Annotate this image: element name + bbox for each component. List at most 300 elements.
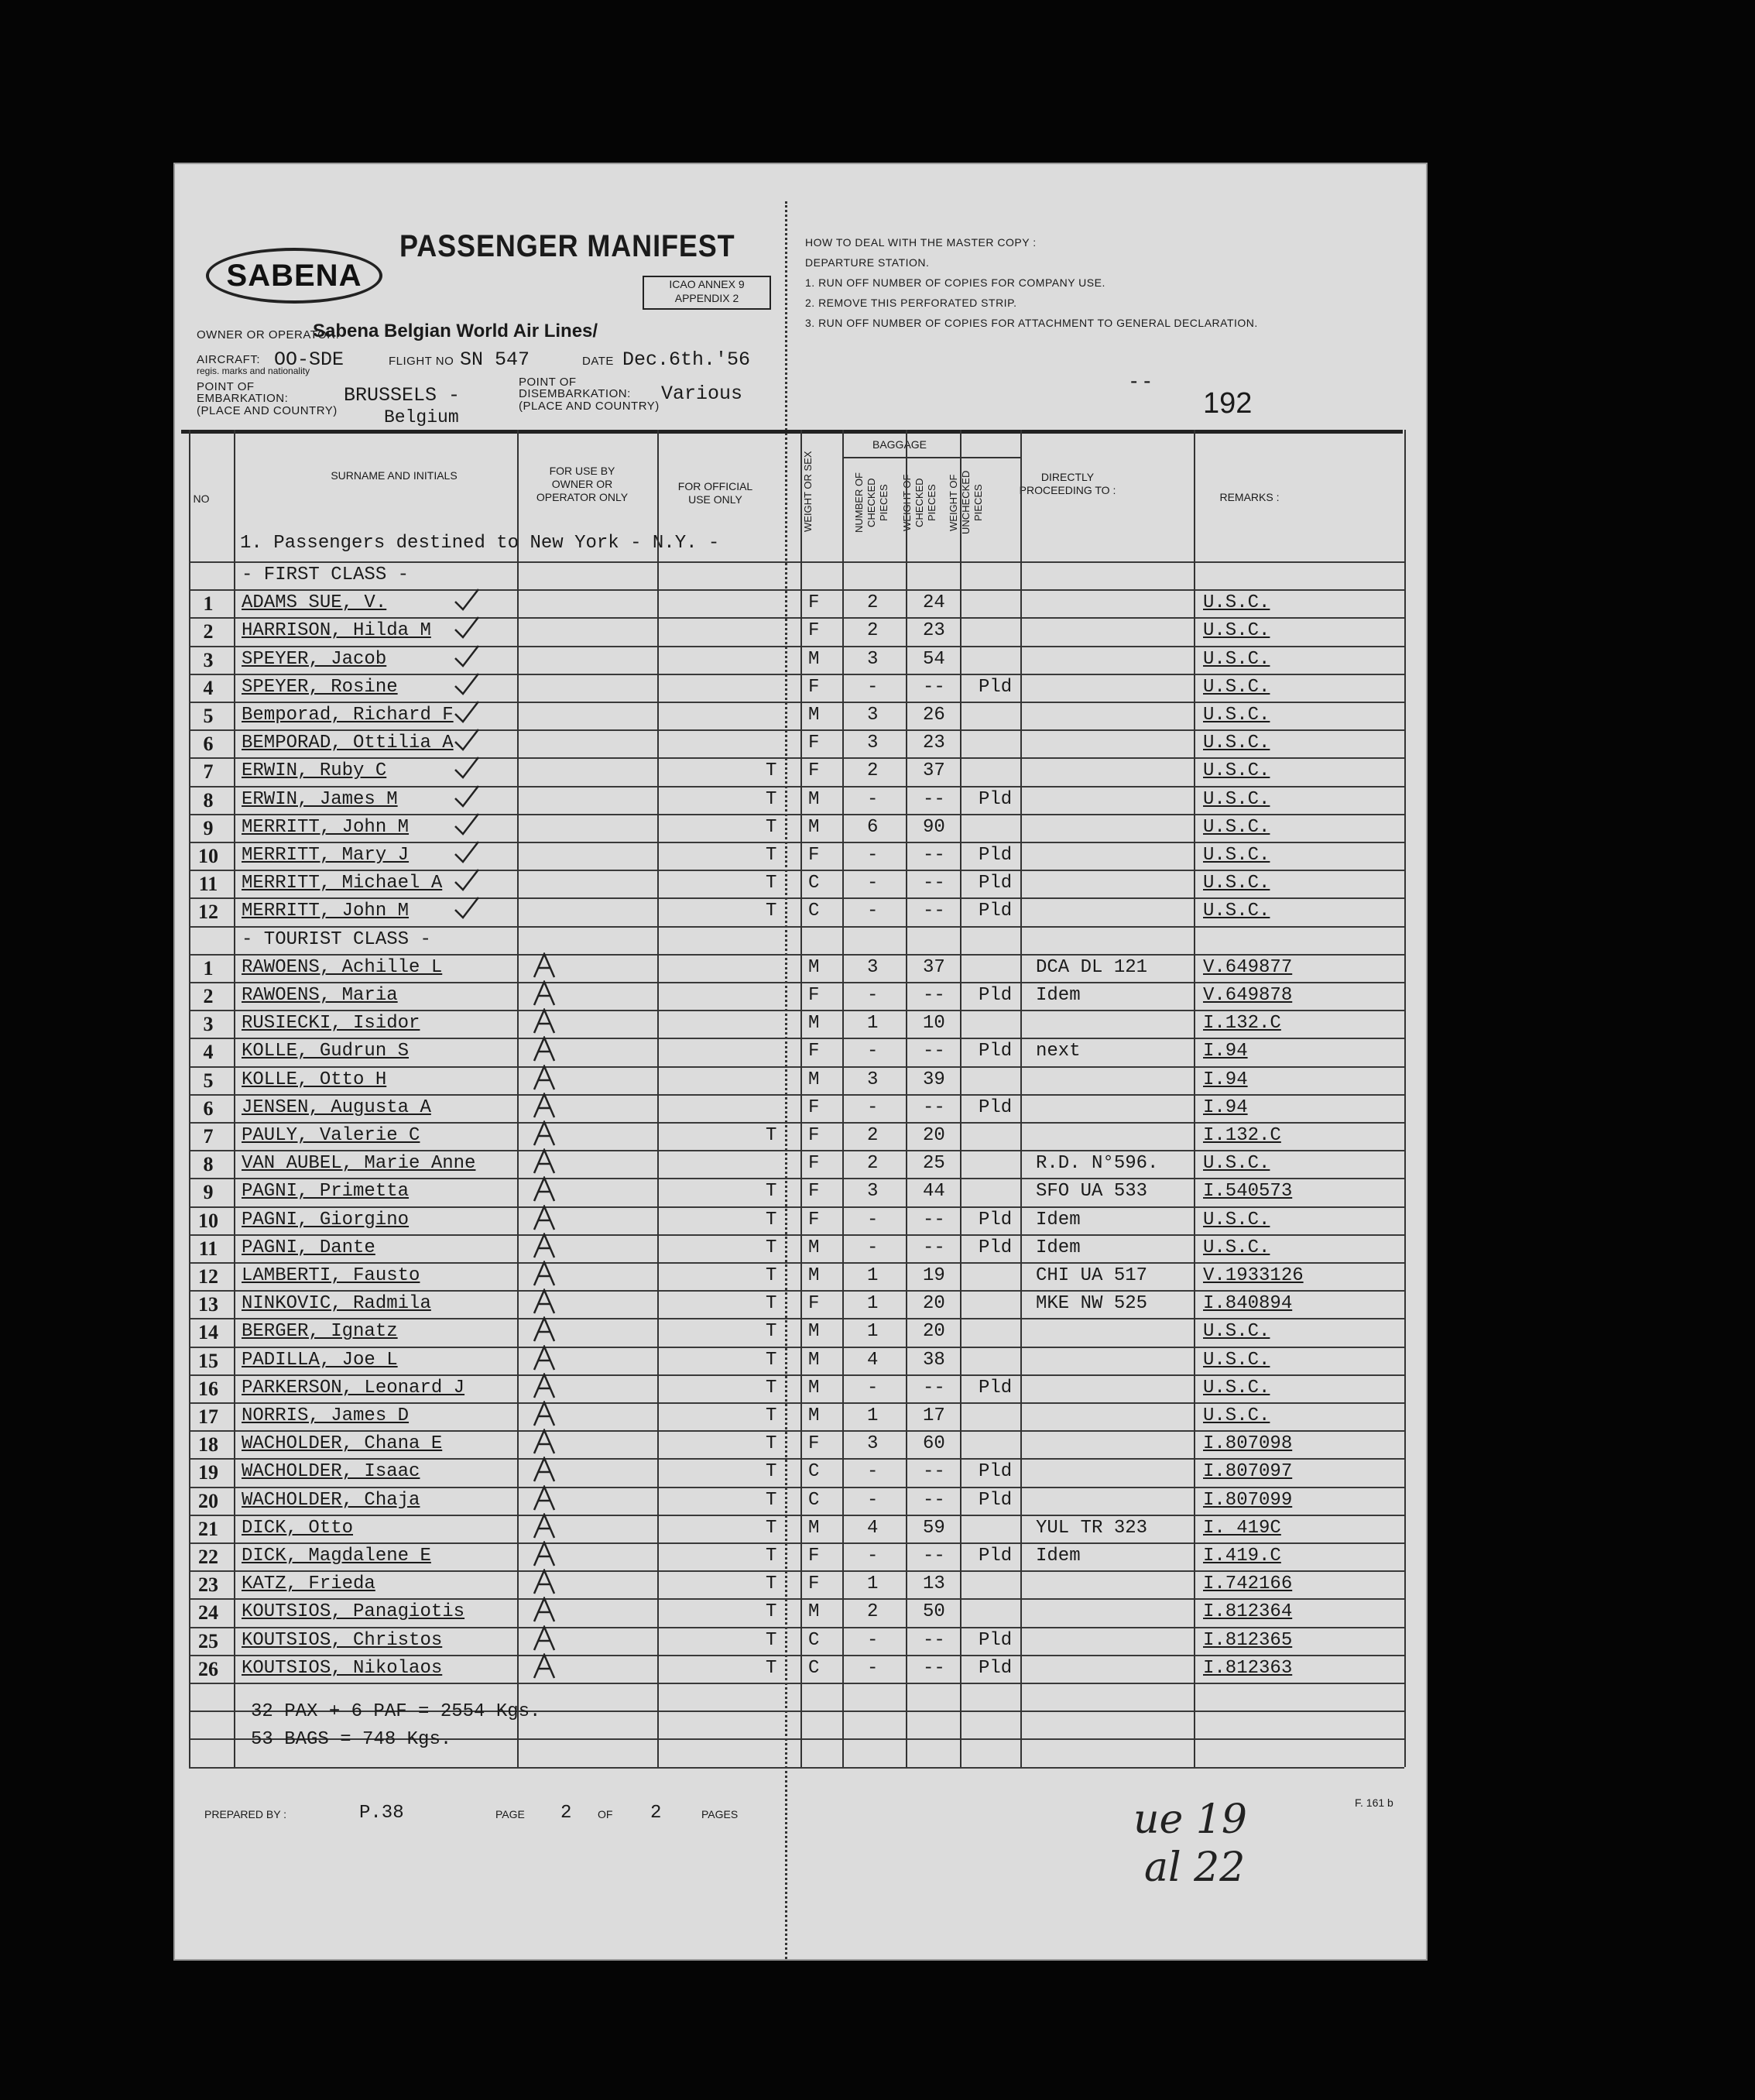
col-surname: SURNAME AND INITIALS [331, 469, 458, 482]
row-rule [189, 1347, 1404, 1348]
form-id: F. 161 b [1355, 1796, 1393, 1809]
master-copy-instructions: HOW TO DEAL WITH THE MASTER COPY : DEPARTURE STATION. 1. RUN OFF NUMBER OF COPIES FOR COMPANY USE. 2. REMOVE THIS PERFORATED STRIP. 3. RUN OFF NUMBER OF COPIES FOR ATTACHMENT TO GENERAL DECLARATION. [805, 236, 1258, 329]
row-number: 13 [198, 1293, 218, 1316]
handwritten-a-icon [531, 1148, 557, 1172]
column-rule [800, 430, 802, 1767]
col-weight-sex: WEIGHT OR SEX [802, 451, 814, 533]
official-mark: T [766, 1433, 777, 1455]
passenger-name: BEMPORAD, Ottilia A [242, 733, 454, 754]
checked-weight-value: 38 [923, 1349, 945, 1371]
official-mark: T [766, 1377, 777, 1398]
flight-label: FLIGHT NO [389, 355, 454, 368]
passenger-name: ERWIN, Ruby C [242, 760, 387, 782]
column-rule [1020, 430, 1022, 1767]
official-mark: T [766, 873, 777, 894]
class-heading: - TOURIST CLASS - [242, 928, 431, 950]
handwritten-a-icon [531, 1261, 557, 1284]
checked-weight-value: 59 [923, 1517, 945, 1539]
checked-pieces-value: - [867, 873, 879, 894]
checked-pieces-value: - [867, 1096, 879, 1118]
row-number: 22 [198, 1546, 218, 1568]
checked-pieces-value: - [867, 901, 879, 922]
remarks-value: U.S.C. [1203, 733, 1270, 754]
checked-pieces-value: 1 [867, 1265, 879, 1286]
row-rule [189, 1458, 1404, 1460]
passenger-name: MERRITT, John M [242, 816, 410, 838]
handwritten-a-icon [531, 1373, 557, 1396]
checked-pieces-value: 2 [867, 1601, 879, 1623]
handwritten-a-icon [531, 1036, 557, 1059]
handwritten-a-icon [531, 952, 557, 976]
checked-weight-value: -- [923, 1489, 945, 1511]
remarks-value: V.1933126 [1203, 1265, 1304, 1286]
sex-value: F [808, 1181, 820, 1203]
checked-weight-value: 13 [923, 1573, 945, 1595]
passenger-name: PADILLA, Joe L [242, 1349, 398, 1371]
class-heading: - FIRST CLASS - [242, 564, 410, 585]
handwritten-a-icon [531, 1457, 557, 1480]
checked-weight-value: -- [923, 1237, 945, 1258]
row-rule [189, 897, 1404, 899]
proceeding-value: Idem [1036, 1209, 1081, 1230]
unchecked-weight-value: Pld [979, 1629, 1013, 1651]
row-number: 4 [203, 1041, 214, 1064]
handwritten-a-icon [531, 980, 557, 1004]
checked-weight-value: 50 [923, 1601, 945, 1623]
sex-value: F [808, 760, 820, 782]
sex-value: F [808, 733, 820, 754]
row-rule [189, 1430, 1404, 1432]
row-number: 4 [203, 676, 214, 699]
official-mark: T [766, 845, 777, 866]
remarks-value: U.S.C. [1203, 845, 1270, 866]
sex-value: M [808, 788, 820, 810]
unchecked-weight-value: Pld [979, 1209, 1013, 1230]
checked-pieces-value: - [867, 676, 879, 698]
row-rule [189, 1262, 1404, 1264]
remarks-value: U.S.C. [1203, 1153, 1270, 1175]
row-number: 1 [203, 592, 214, 616]
owner-value: Sabena Belgian World Air Lines/ [313, 321, 598, 341]
sex-value: F [808, 676, 820, 698]
col-no: NO [193, 492, 210, 505]
sex-value: M [808, 1069, 820, 1090]
row-rule [189, 702, 1404, 703]
checkmark-icon [454, 868, 480, 891]
perforation-line [785, 201, 787, 1959]
col-remarks: REMARKS : [1219, 491, 1280, 503]
column-rule [842, 430, 844, 1767]
col-checked-weight: WEIGHT OF CHECKED PIECES [901, 474, 937, 531]
row-number: 20 [198, 1489, 218, 1512]
column-rule [960, 430, 961, 1767]
checked-pieces-value: 3 [867, 956, 879, 978]
checked-pieces-value: - [867, 1377, 879, 1398]
checked-pieces-value: - [867, 1209, 879, 1230]
prepared-label: PREPARED BY : [204, 1808, 287, 1820]
sex-value: M [808, 1601, 820, 1623]
handwritten-note-1: ue 19 [1133, 1796, 1247, 1843]
official-mark: T [766, 1181, 777, 1203]
row-number: 8 [203, 1153, 214, 1176]
handwritten-a-icon [531, 1093, 557, 1116]
sex-value: M [808, 705, 820, 726]
remarks-value: U.S.C. [1203, 676, 1270, 698]
sex-value: F [808, 592, 820, 614]
sex-value: C [808, 901, 820, 922]
checkmark-icon [454, 644, 480, 667]
row-rule [189, 1598, 1404, 1600]
handwritten-a-icon [531, 1345, 557, 1368]
row-rule [189, 1178, 1404, 1179]
unchecked-weight-value: Pld [979, 1237, 1013, 1258]
row-number: 25 [198, 1629, 218, 1652]
checked-pieces-value: 2 [867, 592, 879, 614]
row-rule [189, 1206, 1404, 1208]
official-mark: T [766, 1601, 777, 1623]
remarks-value: U.S.C. [1203, 1377, 1270, 1398]
sex-value: M [808, 1321, 820, 1343]
column-rule [1404, 430, 1406, 1767]
remarks-value: U.S.C. [1203, 901, 1270, 922]
sex-value: M [808, 1377, 820, 1398]
handwritten-a-icon [531, 1401, 557, 1424]
row-number: 8 [203, 788, 214, 812]
checked-pieces-value: 1 [867, 1321, 879, 1343]
row-rule [189, 561, 1404, 563]
passenger-name: RAWOENS, Maria [242, 985, 398, 1006]
remarks-value: V.649878 [1203, 985, 1293, 1006]
row-rule [189, 674, 1404, 675]
unchecked-weight-value: Pld [979, 1657, 1013, 1679]
row-rule [189, 1010, 1404, 1011]
icao-reference: ICAO ANNEX 9 APPENDIX 2 [643, 276, 771, 310]
remarks-value: I.840894 [1203, 1293, 1293, 1315]
handwritten-a-icon [531, 1233, 557, 1256]
row-rule [189, 1767, 1404, 1769]
remarks-value: U.S.C. [1203, 592, 1270, 614]
sex-value: M [808, 1265, 820, 1286]
unchecked-weight-value: Pld [979, 901, 1013, 922]
handwritten-a-icon [531, 1288, 557, 1312]
page-stamp-number: 192 [1203, 387, 1253, 420]
remarks-value: I.812365 [1203, 1629, 1293, 1651]
row-number: 7 [203, 760, 214, 784]
unchecked-weight-value: Pld [979, 1041, 1013, 1062]
official-mark: T [766, 1629, 777, 1651]
sex-value: M [808, 1013, 820, 1035]
row-number: 10 [198, 845, 218, 867]
handwritten-a-icon [531, 1597, 557, 1620]
checked-pieces-value: 2 [867, 1125, 879, 1146]
page-title: PASSENGER MANIFEST [399, 229, 735, 263]
checked-weight-value: 25 [923, 1153, 945, 1175]
row-rule [189, 1318, 1404, 1319]
sex-value: M [808, 1517, 820, 1539]
checked-weight-value: 19 [923, 1265, 945, 1286]
remarks-value: U.S.C. [1203, 620, 1270, 642]
remarks-value: I.132.C [1203, 1125, 1281, 1146]
row-rule [189, 1094, 1404, 1096]
sex-value: C [808, 1629, 820, 1651]
unchecked-weight-value: Pld [979, 676, 1013, 698]
disembark-label: POINT OF DISEMBARKATION: [519, 376, 631, 400]
passenger-name: MERRITT, John M [242, 901, 410, 922]
sex-value: C [808, 1657, 820, 1679]
row-rule [189, 1487, 1404, 1488]
row-number: 7 [203, 1125, 214, 1148]
passenger-name: MERRITT, Michael A [242, 873, 443, 894]
checked-pieces-value: 2 [867, 1153, 879, 1175]
checked-pieces-value: 2 [867, 620, 879, 642]
passenger-name: WACHOLDER, Chana E [242, 1433, 443, 1455]
of-value: 2 [650, 1803, 662, 1824]
passenger-name: ADAMS SUE, V. [242, 592, 387, 614]
passenger-name: KOUTSIOS, Nikolaos [242, 1657, 443, 1679]
checked-weight-value: 39 [923, 1069, 945, 1090]
handwritten-a-icon [531, 1176, 557, 1199]
handwritten-a-icon [531, 1513, 557, 1536]
passenger-name: DICK, Otto [242, 1517, 354, 1539]
passenger-name: KOUTSIOS, Christos [242, 1629, 443, 1651]
official-mark: T [766, 1489, 777, 1511]
checked-weight-value: -- [923, 1041, 945, 1062]
passenger-name: JENSEN, Augusta A [242, 1096, 431, 1118]
checked-weight-value: 60 [923, 1433, 945, 1455]
row-number: 16 [198, 1377, 218, 1400]
row-number: 12 [198, 1265, 218, 1288]
unchecked-weight-value: Pld [979, 788, 1013, 810]
checkmark-icon [454, 840, 480, 863]
embark-label: POINT OF EMBARKATION: [197, 380, 289, 405]
remarks-value: I.94 [1203, 1041, 1248, 1062]
sabena-logo: SABENA [206, 248, 382, 304]
passenger-name: BERGER, Ignatz [242, 1321, 398, 1343]
sex-value: F [808, 620, 820, 642]
row-rule [189, 1234, 1404, 1236]
remarks-value: I.540573 [1203, 1181, 1293, 1203]
remarks-value: U.S.C. [1203, 1405, 1270, 1426]
remarks-value: U.S.C. [1203, 1209, 1270, 1230]
checked-weight-value: 54 [923, 648, 945, 670]
owner-label: OWNER OR OPERATOR: [197, 328, 340, 341]
row-number: 21 [198, 1517, 218, 1540]
checked-pieces-value: 1 [867, 1013, 879, 1035]
remarks-value: I.807097 [1203, 1461, 1293, 1483]
row-rule [189, 1570, 1404, 1572]
col-official-use: FOR OFFICIAL USE ONLY [677, 480, 753, 506]
official-mark: T [766, 901, 777, 922]
proceeding-value: Idem [1036, 985, 1081, 1006]
totals-pax: 32 PAX + 6 PAF = 2554 Kgs. [251, 1701, 541, 1722]
checked-weight-value: 23 [923, 620, 945, 642]
checked-weight-value: -- [923, 1209, 945, 1230]
checked-pieces-value: - [867, 1629, 879, 1651]
row-rule [189, 786, 1404, 788]
checkmark-icon [454, 672, 480, 695]
checked-weight-value: 44 [923, 1181, 945, 1203]
row-rule [189, 1515, 1404, 1516]
handwritten-a-icon [531, 1485, 557, 1508]
sex-value: F [808, 1293, 820, 1315]
checked-pieces-value: 1 [867, 1573, 879, 1595]
checked-weight-value: 37 [923, 760, 945, 782]
sex-value: F [808, 1125, 820, 1146]
checkmark-icon [454, 728, 480, 751]
stamp-mark: - - [1130, 369, 1151, 393]
unchecked-weight-value: Pld [979, 1489, 1013, 1511]
official-mark: T [766, 1349, 777, 1371]
row-rule [189, 1542, 1404, 1544]
checked-pieces-value: - [867, 985, 879, 1006]
passenger-name: PAGNI, Primetta [242, 1181, 410, 1203]
checked-weight-value: 37 [923, 956, 945, 978]
remarks-value: I.94 [1203, 1096, 1248, 1118]
row-number: 2 [203, 620, 214, 643]
checkmark-icon [454, 784, 480, 808]
proceeding-value: next [1036, 1041, 1081, 1062]
handwritten-a-icon [531, 1429, 557, 1452]
passenger-name: KOLLE, Gudrun S [242, 1041, 410, 1062]
checked-weight-value: 90 [923, 816, 945, 838]
checked-weight-value: -- [923, 788, 945, 810]
checked-weight-value: 10 [923, 1013, 945, 1035]
row-rule [189, 617, 1404, 619]
handwritten-a-icon [531, 1205, 557, 1228]
remarks-value: I.94 [1203, 1069, 1248, 1090]
checked-weight-value: 23 [923, 733, 945, 754]
proceeding-value: CHI UA 517 [1036, 1265, 1148, 1286]
checked-weight-value: -- [923, 1629, 945, 1651]
remarks-value: I.812363 [1203, 1657, 1293, 1679]
unchecked-weight-value: Pld [979, 845, 1013, 866]
sex-value: F [808, 1546, 820, 1566]
row-number: 11 [198, 1237, 218, 1260]
col-unchecked-weight: WEIGHT OF UNCHECKED PIECES [948, 470, 984, 535]
proceeding-value: SFO UA 533 [1036, 1181, 1148, 1203]
proceeding-value: DCA DL 121 [1036, 956, 1148, 978]
remarks-value: U.S.C. [1203, 705, 1270, 726]
unchecked-weight-value: Pld [979, 1546, 1013, 1566]
checked-pieces-value: - [867, 788, 879, 810]
row-rule [189, 1038, 1404, 1039]
row-rule [189, 1402, 1404, 1404]
checked-weight-value: -- [923, 873, 945, 894]
handwritten-a-icon [531, 1008, 557, 1031]
sex-value: C [808, 1461, 820, 1483]
official-mark: T [766, 1237, 777, 1258]
checked-weight-value: 24 [923, 592, 945, 614]
remarks-value: I.742166 [1203, 1573, 1293, 1595]
remarks-value: I.812364 [1203, 1601, 1293, 1623]
row-rule [189, 1150, 1404, 1151]
date-value: Dec.6th.'56 [622, 348, 751, 371]
row-rule [189, 814, 1404, 815]
official-mark: T [766, 1293, 777, 1315]
passenger-name: RUSIECKI, Isidor [242, 1013, 420, 1035]
handwritten-a-icon [531, 1316, 557, 1340]
row-number: 3 [203, 648, 214, 671]
remarks-value: I. 419C [1203, 1517, 1281, 1539]
checked-weight-value: 26 [923, 705, 945, 726]
row-number: 12 [198, 901, 218, 924]
remarks-value: I.807098 [1203, 1433, 1293, 1455]
row-rule [189, 729, 1404, 731]
row-rule [189, 646, 1404, 647]
official-mark: T [766, 788, 777, 810]
row-number: 9 [203, 816, 214, 839]
checked-pieces-value: 4 [867, 1349, 879, 1371]
official-mark: T [766, 1517, 777, 1539]
passenger-name: MERRITT, Mary J [242, 845, 410, 866]
passenger-name: NINKOVIC, Radmila [242, 1293, 431, 1315]
checked-pieces-value: 4 [867, 1517, 879, 1539]
column-rule [657, 430, 659, 1767]
sex-value: C [808, 1489, 820, 1511]
sex-value: F [808, 845, 820, 866]
col-proceeding: DIRECTLY PROCEEDING TO : [1019, 471, 1116, 496]
row-number: 5 [203, 1069, 214, 1092]
row-number: 2 [203, 985, 214, 1007]
passenger-name: PAGNI, Dante [242, 1237, 375, 1258]
row-rule [189, 1627, 1404, 1628]
prepared-value: P.38 [359, 1803, 404, 1824]
checked-pieces-value: - [867, 1461, 879, 1483]
checked-pieces-value: - [867, 845, 879, 866]
passenger-name: NORRIS, James D [242, 1405, 410, 1426]
sex-value: F [808, 1041, 820, 1062]
pages-label: PAGES [701, 1808, 739, 1820]
disembark-sublabel: (PLACE AND COUNTRY) [519, 400, 660, 413]
unchecked-weight-value: Pld [979, 873, 1013, 894]
passenger-name: PAULY, Valerie C [242, 1125, 420, 1146]
handwritten-a-icon [531, 1541, 557, 1564]
checked-pieces-value: 3 [867, 1181, 879, 1203]
sex-value: C [808, 873, 820, 894]
checkmark-icon [454, 700, 480, 723]
proceeding-value: R.D. N°596. [1036, 1153, 1159, 1175]
official-mark: T [766, 1125, 777, 1146]
remarks-value: U.S.C. [1203, 873, 1270, 894]
row-number: 6 [203, 733, 214, 756]
checked-pieces-value: 1 [867, 1293, 879, 1315]
row-rule [189, 1683, 1404, 1684]
remarks-value: I.807099 [1203, 1489, 1293, 1511]
manifest-sheet [173, 163, 1428, 1961]
checked-weight-value: 17 [923, 1405, 945, 1426]
row-number: 10 [198, 1209, 218, 1232]
remarks-value: I.419.C [1203, 1546, 1281, 1566]
official-mark: T [766, 1265, 777, 1286]
row-number: 19 [198, 1461, 218, 1484]
sex-value: M [808, 1349, 820, 1371]
flight-value: SN 547 [460, 348, 530, 371]
row-rule [189, 870, 1404, 871]
handwritten-a-icon [531, 1120, 557, 1144]
checked-weight-value: -- [923, 1461, 945, 1483]
row-number: 1 [203, 956, 214, 980]
checked-weight-value: -- [923, 676, 945, 698]
column-rule [234, 430, 235, 1767]
row-number: 15 [198, 1349, 218, 1372]
totals-bags: 53 BAGS = 748 Kgs. [251, 1729, 452, 1750]
row-number: 3 [203, 1013, 214, 1036]
date-label: DATE [582, 355, 614, 368]
passenger-name: SPEYER, Rosine [242, 676, 398, 698]
remarks-value: U.S.C. [1203, 760, 1270, 782]
passenger-name: SPEYER, Jacob [242, 648, 387, 670]
handwritten-a-icon [531, 1625, 557, 1649]
